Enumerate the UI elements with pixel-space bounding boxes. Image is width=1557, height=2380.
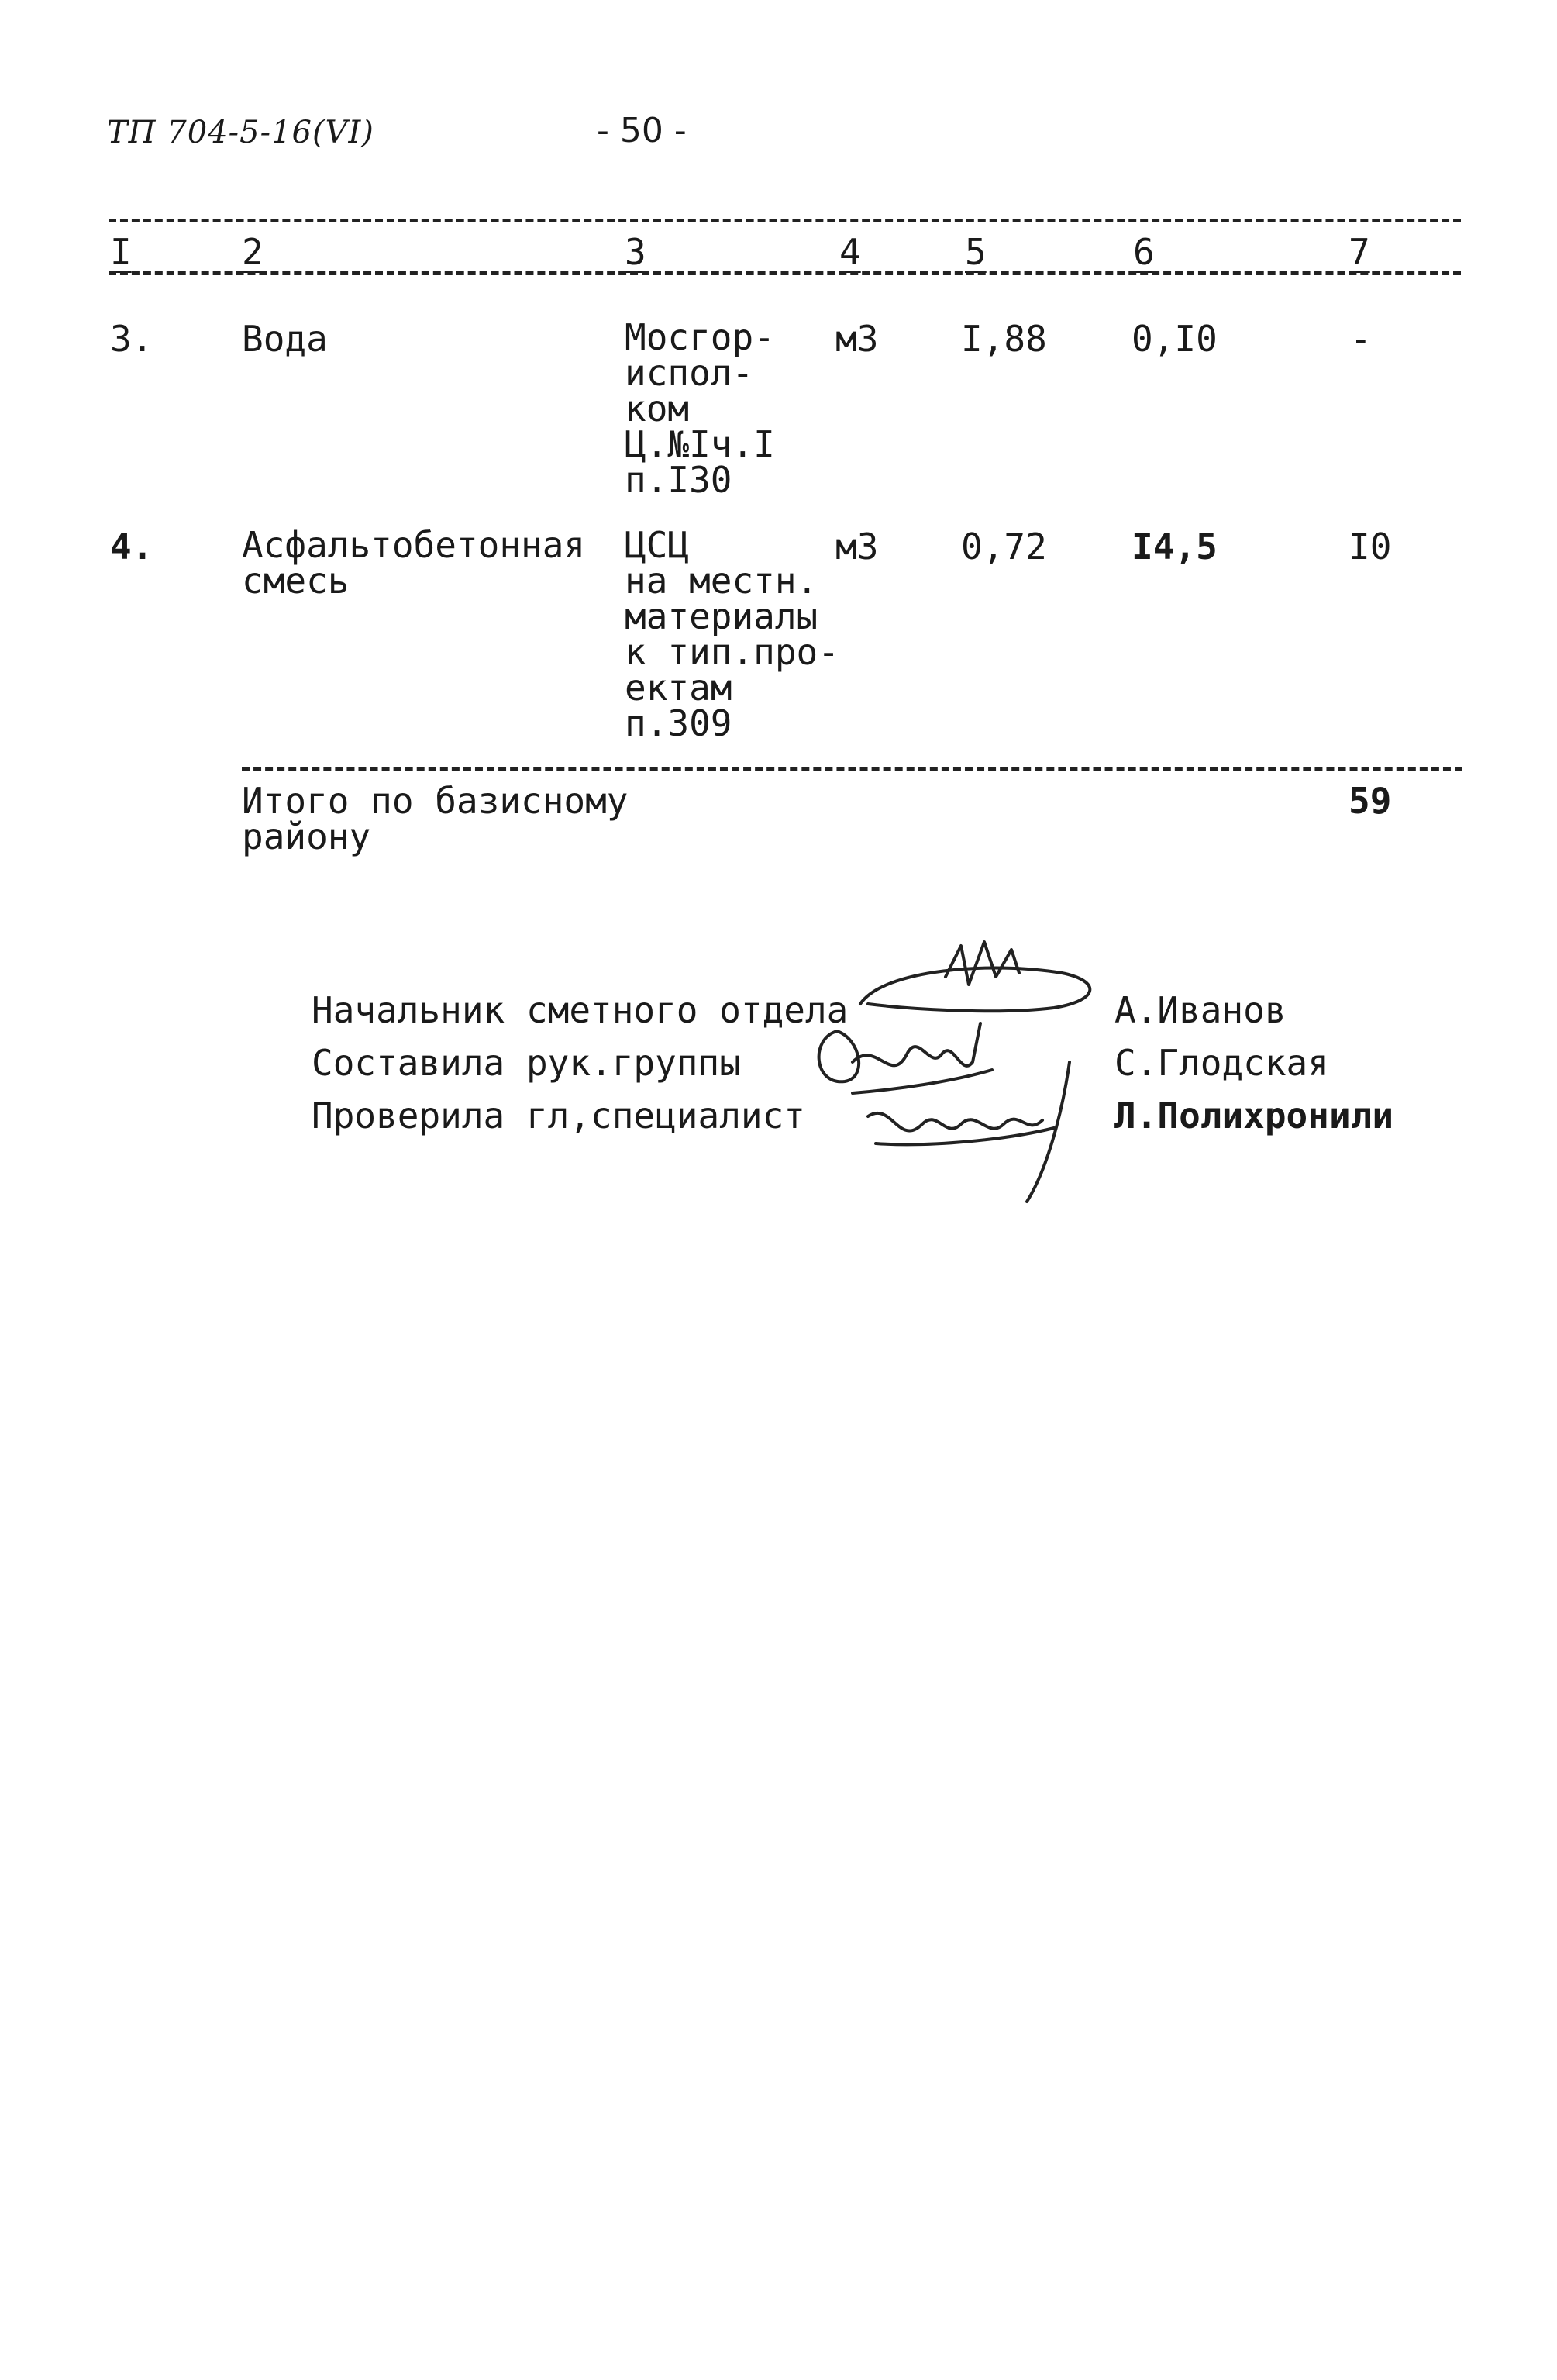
column-number-5: 5	[965, 231, 987, 273]
material-name: Асфальтобетонная смесь	[242, 524, 586, 602]
signer-name-3: Л.Полихронили	[1114, 1095, 1394, 1137]
unit: м3	[835, 318, 879, 360]
total-label: Итого по базисному району	[242, 780, 629, 857]
price-source: ЦСЦ на местн. материалы к тип.про- ектам п.309	[625, 524, 839, 744]
column-number-4: 4	[839, 231, 861, 273]
column-number-2: 2	[242, 231, 264, 273]
document-code: ТП 704-5-16(VI)	[107, 115, 374, 150]
value-col5: I,88	[961, 318, 1047, 360]
signer-name-2: С.Глодская	[1114, 1042, 1329, 1084]
handwritten-signature-3	[853, 1054, 1101, 1209]
value-col6: I4,5	[1132, 526, 1218, 567]
value-col5: 0,72	[961, 526, 1047, 567]
price-source: Мосгор- испол- ком Ц.№Iч.I п.I30	[625, 316, 775, 501]
signer-name-1: А.Иванов	[1114, 989, 1287, 1031]
row-number: 3.	[110, 318, 153, 360]
table-top-rule	[109, 219, 1461, 222]
value-col7: I0	[1349, 526, 1392, 567]
column-number-3: 3	[625, 231, 646, 273]
value-col7: -	[1350, 318, 1372, 360]
value-col6: 0,I0	[1132, 318, 1218, 360]
column-numbers-rule	[109, 271, 1461, 275]
signer-role-3: Проверила гл,специалист	[312, 1095, 805, 1137]
signer-role-1: Начальник сметного отдела	[312, 989, 849, 1031]
total-value: 59	[1349, 780, 1392, 822]
unit: м3	[835, 526, 879, 567]
page-number: - 50 -	[597, 111, 687, 150]
signer-role-2: Составила рук.группы	[312, 1042, 741, 1084]
material-name: Вода	[242, 318, 328, 360]
column-number-1: I	[110, 231, 132, 273]
row-number: 4.	[110, 526, 153, 567]
column-number-6: 6	[1133, 231, 1155, 273]
column-number-7: 7	[1349, 231, 1370, 273]
total-rule	[242, 767, 1462, 771]
